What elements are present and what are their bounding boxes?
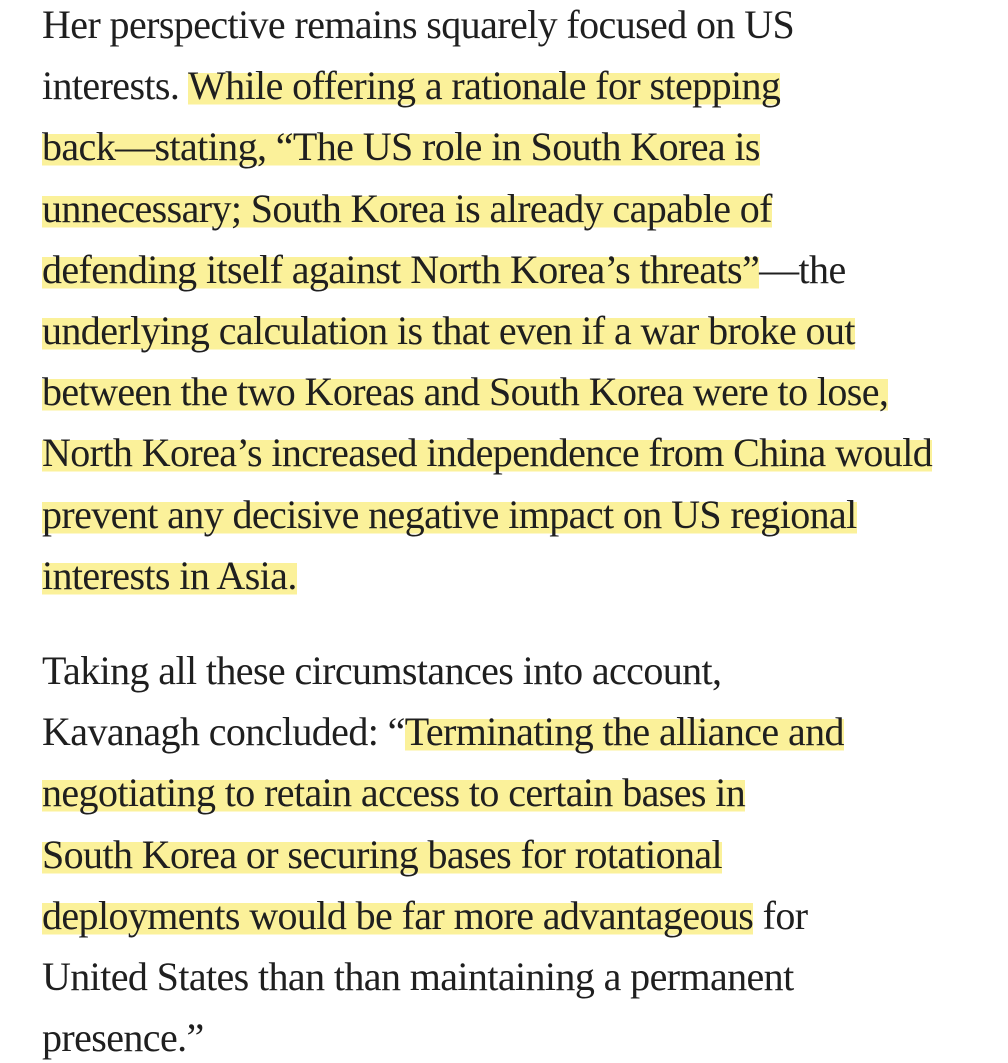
text-segment: Kavanagh concluded: “ [42, 709, 405, 755]
highlighted-text: underlying calculation is that even if a war broke out [42, 308, 855, 353]
text-line [42, 830, 722, 880]
highlighted-text: unnecessary; South Korea is already capable of [42, 185, 772, 231]
text-line [42, 646, 721, 696]
highlighted-text: North Korea’s increased independence from China would [42, 430, 933, 476]
text-line [42, 184, 772, 234]
highlighted-text: defending itself against North Korea’s threats” [42, 246, 760, 292]
text-segment: —the [759, 246, 846, 292]
text-segment: United States than than maintaining a permanent [42, 954, 794, 999]
text-line [42, 428, 932, 478]
highlighted-text: While offering a rationale for stepping [187, 63, 781, 109]
highlighted-text: Terminating the alliance and [404, 709, 844, 755]
text-line [42, 707, 844, 757]
highlighted-text: South Korea or securing bases for rotational [42, 831, 723, 877]
text-line [42, 768, 745, 818]
text-segment: for [753, 892, 808, 938]
text-segment: presence.” [42, 1015, 204, 1061]
text-segment: Taking all these circumstances into account, [42, 648, 722, 693]
text-line [42, 367, 888, 417]
text-line [42, 891, 808, 941]
text-segment: interests. [42, 63, 188, 109]
text-line [42, 122, 760, 172]
text-line [42, 551, 297, 601]
text-line [42, 952, 794, 1002]
text-line [42, 0, 794, 50]
highlighted-text: deployments would be far more advantageous [42, 892, 754, 938]
text-line [42, 306, 855, 356]
highlighted-text: negotiating to retain access to certain bases in [42, 770, 746, 816]
highlighted-text: prevent any decisive negative impact on US regional [42, 491, 857, 537]
text-line [42, 61, 780, 111]
text-line [42, 245, 846, 295]
highlighted-text: between the two Koreas and South Korea were to lose, [42, 369, 889, 415]
highlighted-text: back—stating, “The US role in South Korea is [42, 124, 760, 170]
text-segment: Her perspective remains squarely focused on US [42, 2, 795, 47]
text-line [42, 490, 857, 540]
highlighted-text: interests in Asia. [42, 552, 297, 598]
text-line [42, 1013, 204, 1063]
